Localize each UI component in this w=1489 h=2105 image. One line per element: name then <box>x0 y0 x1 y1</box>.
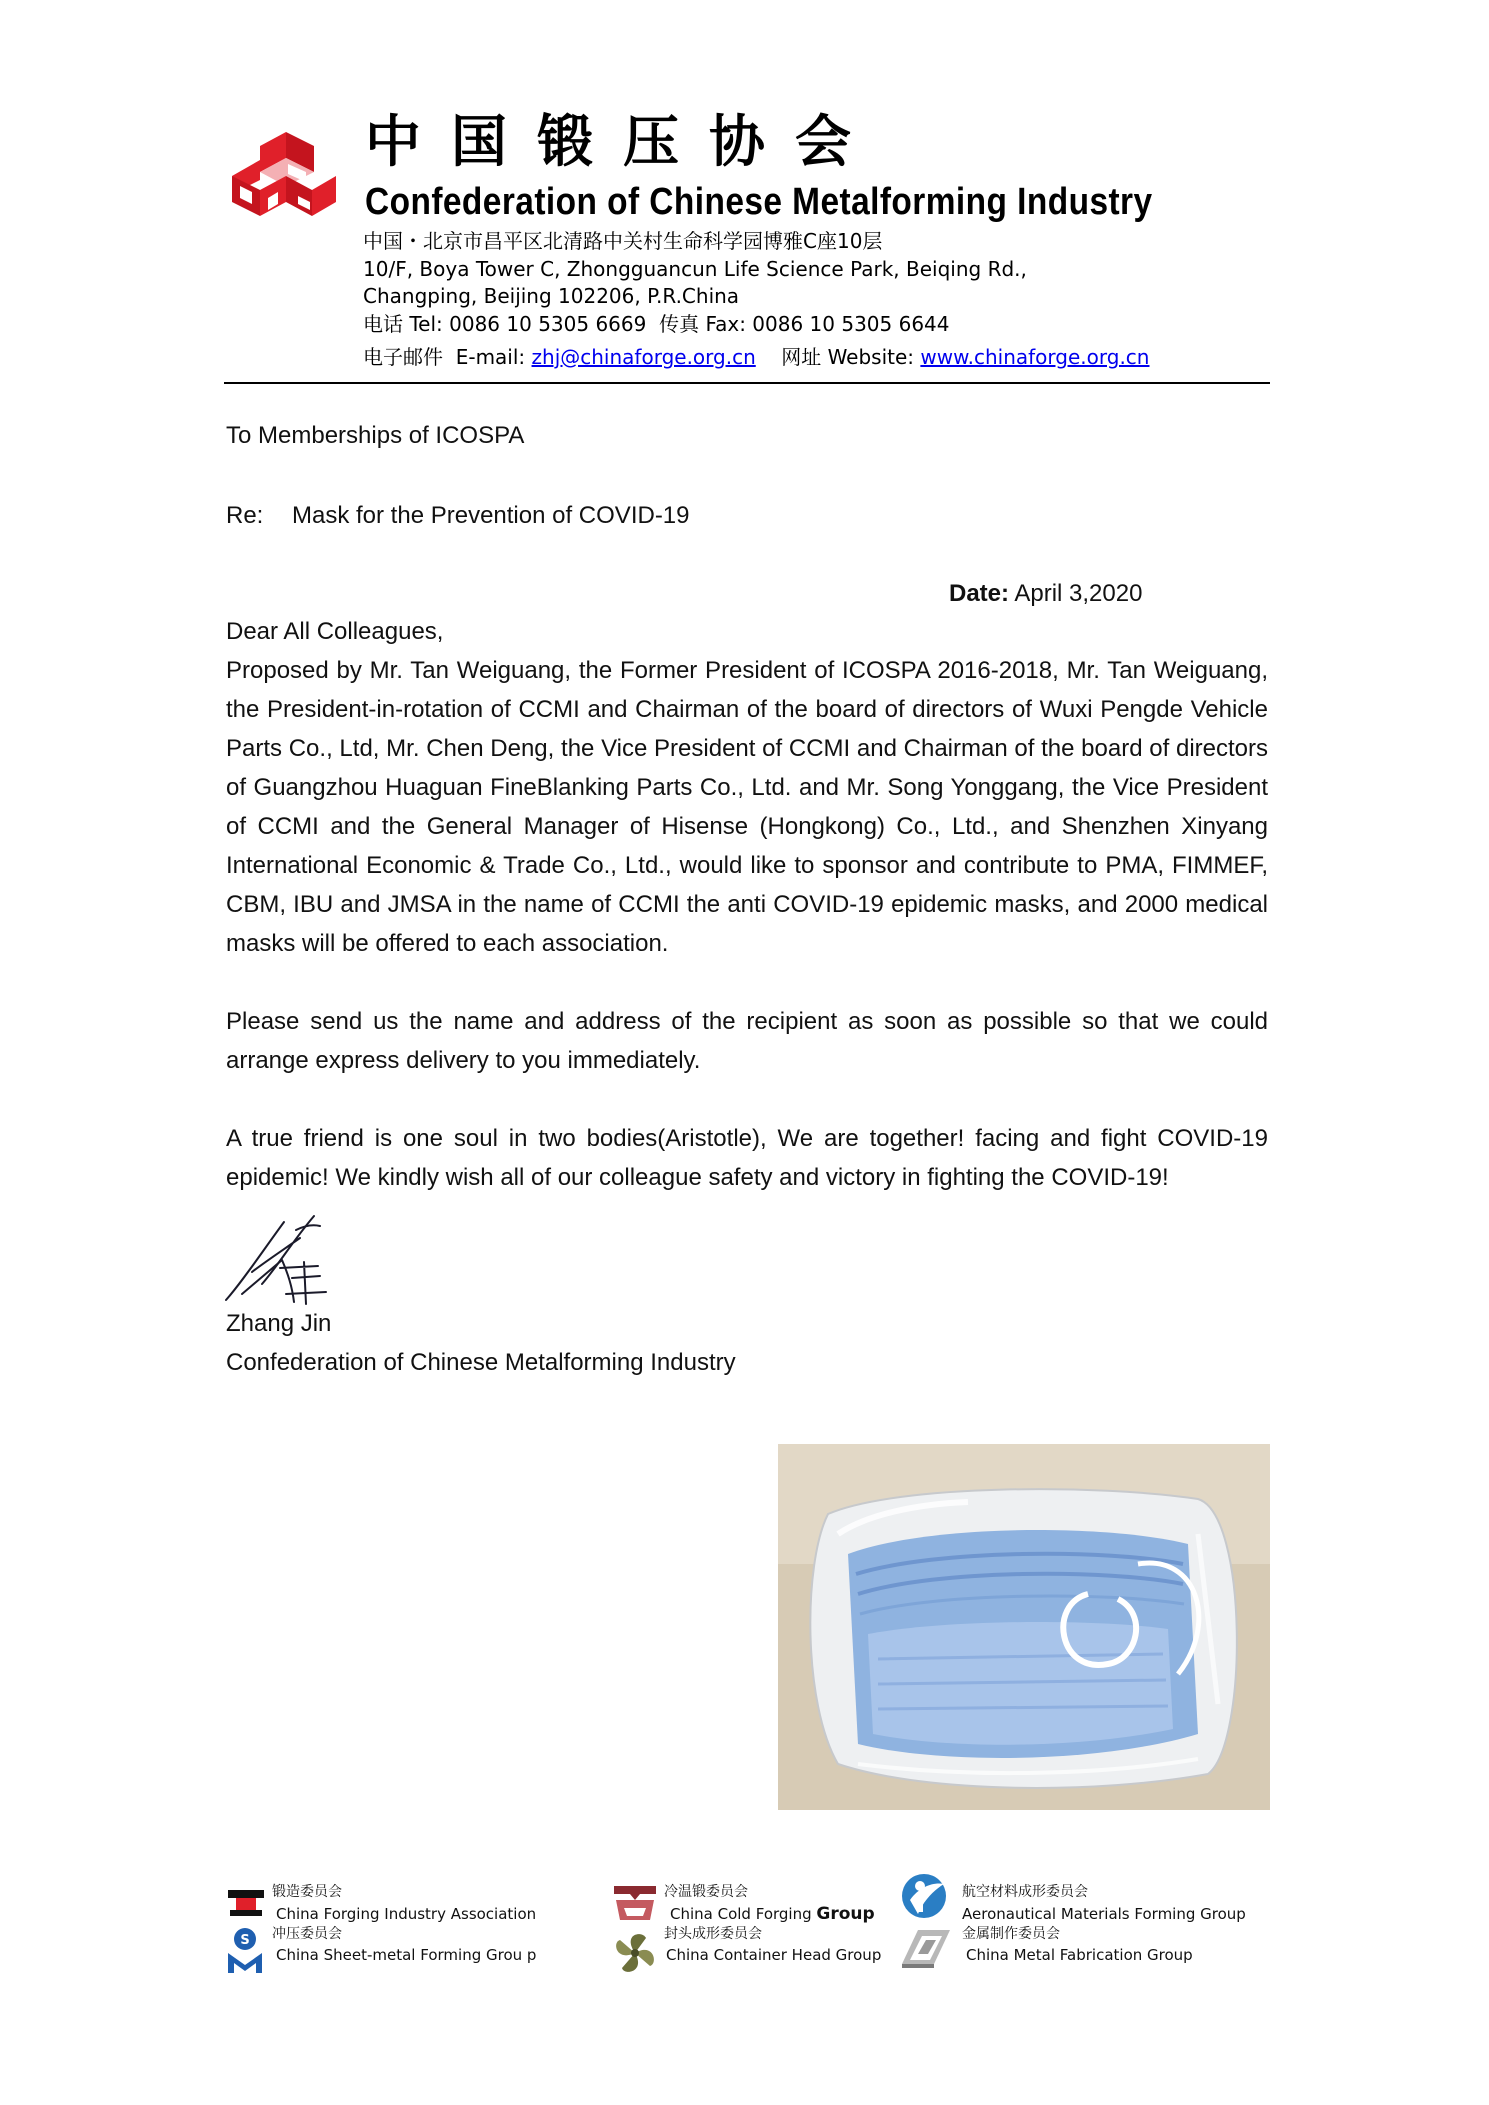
aeronautical-group-icon <box>900 1870 948 1922</box>
forging-group-cn: 锻造委员会 <box>272 1884 342 1900</box>
metal-fabrication-group-icon <box>898 1924 954 1970</box>
container-head-group-cn: 封头成形委员会 <box>664 1926 762 1942</box>
face-masks-photo <box>778 1444 1270 1810</box>
salutation: Dear All Colleagues, <box>226 618 444 645</box>
cold-forging-group-en <box>670 1905 875 1924</box>
cold-forging-group-cn: 冷温锻委员会 <box>664 1884 748 1900</box>
sheet-metal-group-en: China Sheet-metal Forming Grou p <box>276 1946 537 1964</box>
email-web-line <box>363 344 1149 370</box>
address-english-line-2: Changping, Beijing 102206, P.R.China <box>363 284 740 308</box>
fax-label-cn: 传真 <box>659 312 700 336</box>
subject-line: Mask for the Prevention of COVID-19 <box>292 502 690 529</box>
metal-fabrication-group-en: China Metal Fabrication Group <box>966 1946 1193 1964</box>
web-label-cn: 网址 <box>781 345 822 369</box>
svg-text:S: S <box>240 1933 250 1948</box>
org-title-chinese: 中国锻压协会 <box>365 110 881 175</box>
container-head-group-icon <box>612 1930 658 1976</box>
container-head-group-en: China Container Head Group <box>666 1946 882 1964</box>
email-label: E-mail: <box>455 345 526 369</box>
org-title-english: Confederation of Chinese Metalforming Industry <box>365 181 1153 223</box>
forging-group-icon <box>226 1888 266 1918</box>
tel-label-cn: 电话 <box>363 312 403 336</box>
email-link[interactable]: zhj@chinaforge.org.cn <box>531 345 756 369</box>
date-value: April 3,2020 <box>1014 580 1143 607</box>
metal-fabrication-group-cn: 金属制作委员会 <box>962 1926 1060 1942</box>
sheet-metal-group-cn: 冲压委员会 <box>272 1926 342 1942</box>
website-link[interactable]: www.chinaforge.org.cn <box>920 345 1150 369</box>
date-label: Date: <box>949 580 1010 607</box>
paragraph-2: Please send us the name and address of the recipient as soon as possible so that we could arrange express delivery to you immediately. <box>226 1008 1268 1074</box>
address-chinese: 中国・北京市昌平区北清路中关村生命科学园博雅C座10层 <box>363 229 883 253</box>
paragraph-1: Proposed by Mr. Tan Weiguang, the Former President of ICOSPA 2016-2018, Mr. Tan Weiguang, the President-in-rotation of CCMI and Chairman of the board of directors of Wuxi Pengde Vehicle Parts Co., Ltd, Mr. Chen Deng, the Vice President of CCMI and Chairman of the board of directors of Guangzhou Huaguan FineBlanking Parts Co., Ltd. and Mr. Song Yonggang, the Vice President of CCMI and the General Manager of Hisense (Hongkong) Co., Ltd., and Shenzhen Xinyang International Economic & Trade Co., Ltd., would like to sponsor and contribute to PMA, FIMMEF, CBM, IBU and JMSA in the name of CCMI the anti COVID-19 epidemic masks, and 2000 medical masks will be offered to each association. <box>226 657 1268 957</box>
address-english-line-1: 10/F, Boya Tower C, Zhongguancun Life Science Park, Beiqing Rd., <box>363 257 1027 281</box>
tel-number: Tel: 0086 10 5305 6669 <box>409 312 647 336</box>
email-label-cn: 电子邮件 <box>363 345 443 369</box>
aeronautical-group-cn: 航空材料成形委员会 <box>962 1884 1088 1900</box>
signer-name: Zhang Jin <box>226 1310 332 1337</box>
cold-forging-group-en-text: China Cold Forging <box>670 1905 817 1923</box>
cold-forging-group-icon <box>610 1882 660 1926</box>
fax-number: Fax: 0086 10 5305 6644 <box>705 312 950 336</box>
header-divider <box>224 382 1270 384</box>
date-line <box>949 578 1142 610</box>
phone-fax-line <box>363 311 950 337</box>
web-label: Website: <box>827 345 915 369</box>
cold-forging-group-en-bold: Group <box>816 1904 875 1924</box>
handwritten-signature <box>222 1212 334 1308</box>
forging-group-en: China Forging Industry Association <box>276 1905 537 1923</box>
paragraph-3: A true friend is one soul in two bodies(Aristotle), We are together! facing and fight COVID-19 epidemic! We kindly wish all of our colleague safety and victory in fighting the COVID-19! <box>226 1125 1268 1191</box>
signer-organization: Confederation of Chinese Metalforming Industry <box>226 1349 736 1376</box>
re-label: Re: <box>226 502 264 529</box>
sheet-metal-group-icon <box>226 1925 264 1975</box>
aeronautical-group-en: Aeronautical Materials Forming Group <box>962 1905 1246 1923</box>
recipient-line: To Memberships of ICOSPA <box>226 422 525 449</box>
ccmi-logo <box>224 124 340 228</box>
